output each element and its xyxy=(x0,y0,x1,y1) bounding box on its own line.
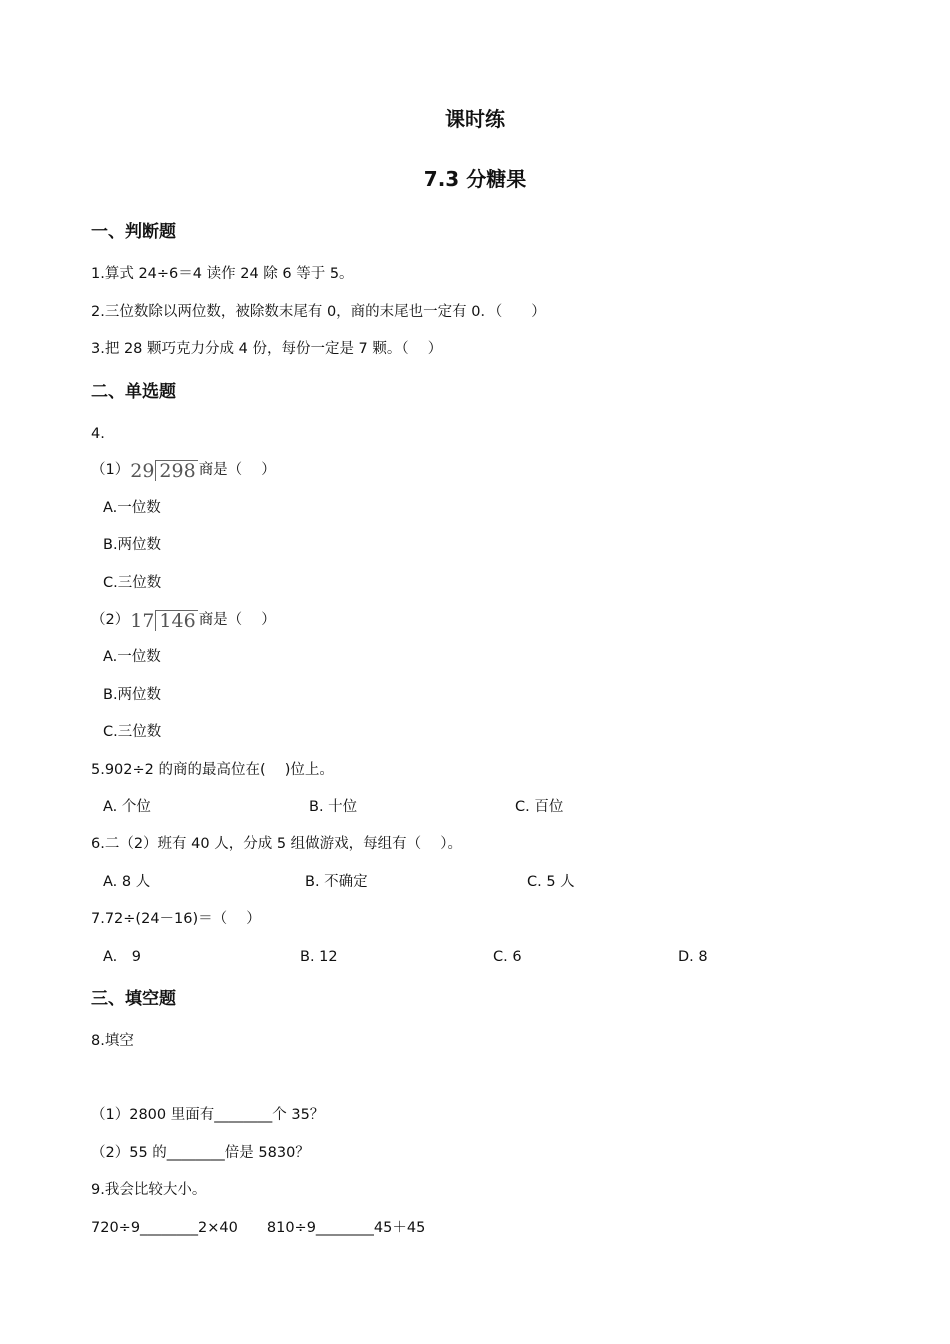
q4-p1-option-a: A.一位数 xyxy=(103,500,161,516)
q5-option-b: B. 十位 xyxy=(309,799,358,815)
q4-p2-option-c: C.三位数 xyxy=(103,724,162,740)
question-5: 5.902÷2 的商的最高位在( )位上。 xyxy=(91,762,334,778)
divisor: 29 xyxy=(130,460,155,482)
long-division-symbol xyxy=(130,460,197,481)
section-heading-judgement: 一、判断题 xyxy=(91,222,176,242)
dividend: 298 xyxy=(155,460,197,481)
q7-option-d: D. 8 xyxy=(678,949,708,965)
question-7: 7.72÷(24－16)＝（ ） xyxy=(91,911,261,927)
q8-part-1: （1）2800 里面有________个 35？ xyxy=(91,1107,325,1123)
q6-option-b: B. 不确定 xyxy=(305,874,368,890)
question-4-part-1 xyxy=(91,460,276,481)
q4-p1-option-c: C.三位数 xyxy=(103,575,162,591)
part-2-prefix: （2） xyxy=(91,612,130,628)
section-heading-fill-in: 三、填空题 xyxy=(91,989,176,1009)
q7-option-b: B. 12 xyxy=(300,949,338,965)
q8-part-2: （2）55 的________倍是 5830？ xyxy=(91,1145,310,1161)
part-1-suffix: 商是（ ） xyxy=(198,462,276,478)
question-2: 2.三位数除以两位数，被除数末尾有 0，商的末尾也一定有 0．（ ） xyxy=(91,304,546,320)
q7-option-c: C. 6 xyxy=(493,949,522,965)
q6-option-c: C. 5 人 xyxy=(527,874,575,890)
question-1: 1.算式 24÷6＝4 读作 24 除 6 等于 5。 xyxy=(91,266,354,282)
question-4-label: 4. xyxy=(91,426,105,442)
dividend: 146 xyxy=(155,610,197,631)
divisor: 17 xyxy=(130,610,155,632)
q4-p1-option-b: B.两位数 xyxy=(103,537,162,553)
q4-p2-option-a: A.一位数 xyxy=(103,649,161,665)
long-division-symbol xyxy=(130,610,197,631)
q5-option-c: C. 百位 xyxy=(515,799,564,815)
question-6: 6.二（2）班有 40 人，分成 5 组做游戏，每组有（ ）。 xyxy=(91,836,463,852)
question-4-part-2 xyxy=(91,610,276,631)
page-subtitle: 7.3 分糖果 xyxy=(423,167,527,191)
section-heading-single-choice: 二、单选题 xyxy=(91,382,176,402)
q9-comparison-line: 720÷9________2×40 810÷9________45＋45 xyxy=(91,1220,426,1236)
part-1-prefix: （1） xyxy=(91,462,130,478)
q6-option-a: A. 8 人 xyxy=(103,874,151,890)
question-9: 9.我会比较大小。 xyxy=(91,1182,207,1198)
question-3: 3.把 28 颗巧克力分成 4 份，每份一定是 7 颗。（ ） xyxy=(91,341,443,357)
q4-p2-option-b: B.两位数 xyxy=(103,687,162,703)
question-8: 8.填空 xyxy=(91,1033,134,1049)
q7-option-a: A. 9 xyxy=(103,949,141,965)
q5-option-a: A. 个位 xyxy=(103,799,151,815)
part-2-suffix: 商是（ ） xyxy=(198,612,276,628)
page-title: 课时练 xyxy=(445,107,505,131)
